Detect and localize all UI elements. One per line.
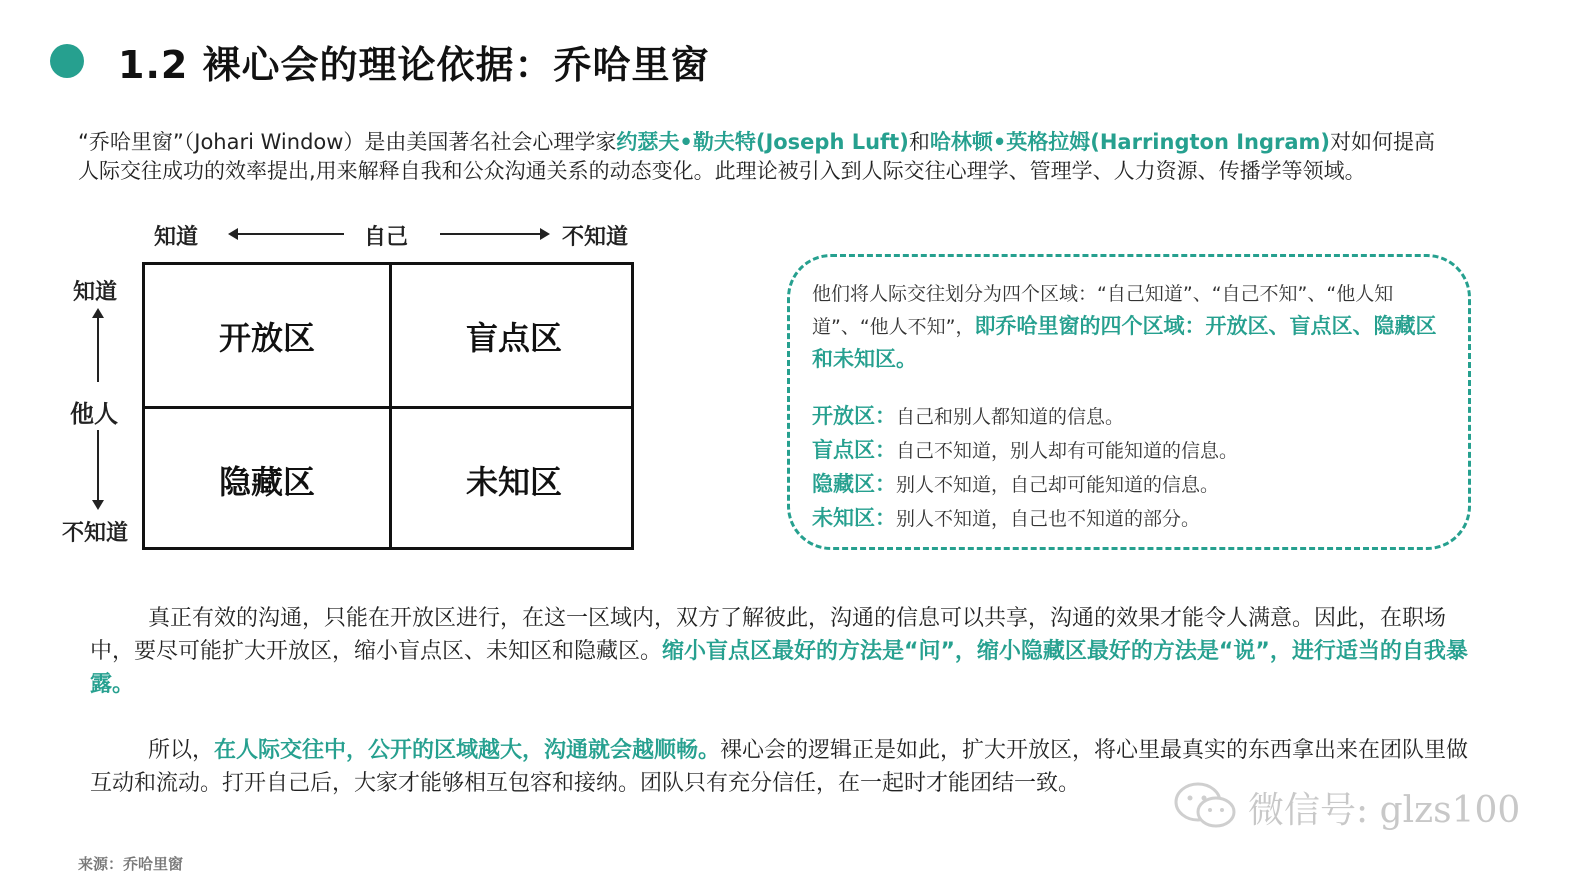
note-item-key: 盲点区：: [812, 438, 896, 462]
intro-text-2: 和: [908, 130, 930, 154]
paragraph1-plain: 真正有效的沟通，只能在开放区进行，在这一区域内，双方了解彼此，沟通的信息可以共享，沟通的效果才能令人满意。因此，在职场中，要尽可能扩大开放区，缩小盲点区、未知区和隐藏区。: [90, 606, 1447, 664]
paragraph-effective-communication: [90, 602, 1470, 701]
paragraph2-bold: 在人际交往中，公开的区域越大，沟通就会越顺畅。: [214, 738, 721, 763]
axis-left-others: 他人: [70, 400, 118, 428]
axis-left-know: 知道: [73, 280, 118, 305]
note-item-unknown: [812, 502, 1452, 536]
note-intro: [812, 278, 1452, 376]
cell-hidden-area: 隐藏区: [218, 462, 315, 501]
cell-unknown-area: 未知区: [465, 462, 562, 501]
note-item-desc: 自己和别人都知道的信息。: [896, 406, 1125, 428]
arrow-right-line: [440, 233, 540, 235]
arrow-down-line: [97, 430, 99, 500]
intro-line-1: [78, 128, 1518, 157]
page-title: 1.2 裸心会的理论依据：乔哈里窗: [118, 43, 710, 87]
watermark-text: 微信号: glzs100: [1248, 790, 1521, 831]
note-item-blind: [812, 434, 1452, 468]
intro-text-1: “乔哈里窗”（Johari Window）是由美国著名社会心理学家: [78, 130, 617, 154]
axis-left-unknow: 不知道: [62, 521, 129, 546]
arrow-left-line: [236, 233, 344, 235]
note-item-desc: 别人不知道，自己却可能知道的信息。: [896, 474, 1220, 496]
johari-window-grid: [142, 262, 634, 550]
intro-line-2: 人际交往成功的效率提出,用来解释自我和公众沟通关系的动态变化。此理论被引入到人际交往心理学、管理学、人力资源、传播学等领域。: [78, 159, 1366, 183]
cell-open-area: 开放区: [218, 318, 315, 357]
paragraph2-lead: 所以，: [148, 738, 215, 763]
intro-name-ingram: 哈林顿•英格拉姆(Harrington Ingram): [929, 130, 1331, 154]
paragraph2-rest: 裸心会的逻辑正是如此，扩大开放区，将心里最真实的东西拿出来在团队里做互动和流动。打开自己后，大家才能够相互包容和接纳。团队只有充分信任，在一起时才能团结一致。: [90, 738, 1469, 796]
title-bullet-icon: [50, 44, 84, 78]
note-intro-plain: 他们将人际交往划分为四个区域：“自己知道”、“自己不知”、“他人知道”、“他人不知”，: [812, 283, 1394, 338]
wechat-icon: [1172, 780, 1238, 832]
note-item-key: 开放区：: [812, 404, 896, 428]
note-item-hidden: [812, 468, 1452, 502]
note-item-desc: 自己不知道，别人却有可能知道的信息。: [896, 440, 1239, 462]
axis-top-unknow: 不知道: [562, 225, 629, 250]
note-item-open: [812, 400, 1452, 434]
axis-top-self: 自己: [364, 225, 409, 250]
source-note: 来源：乔哈里窗: [78, 855, 184, 873]
arrow-down-icon: [92, 500, 104, 510]
axis-top-know: 知道: [154, 225, 199, 250]
note-item-desc: 别人不知道，自己也不知道的部分。: [896, 508, 1201, 530]
note-list: [812, 400, 1452, 536]
intro-paragraph: [78, 128, 1518, 186]
paragraph1-bold: 缩小盲点区最好的方法是“问”，缩小隐藏区最好的方法是“说”，进行适当的自我暴露。: [90, 639, 1468, 697]
intro-name-luft: 约瑟夫•勒夫特(Joseph Luft): [616, 130, 909, 154]
arrow-up-line: [97, 316, 99, 382]
arrow-right-icon: [540, 228, 550, 240]
note-item-key: 未知区：: [812, 506, 896, 530]
cell-blind-area: 盲点区: [465, 318, 562, 357]
intro-text-3: 对如何提高: [1330, 130, 1436, 154]
note-item-key: 隐藏区：: [812, 472, 896, 496]
note-intro-bold: 即乔哈里窗的四个区域：开放区、盲点区、隐藏区和未知区。: [812, 314, 1437, 371]
